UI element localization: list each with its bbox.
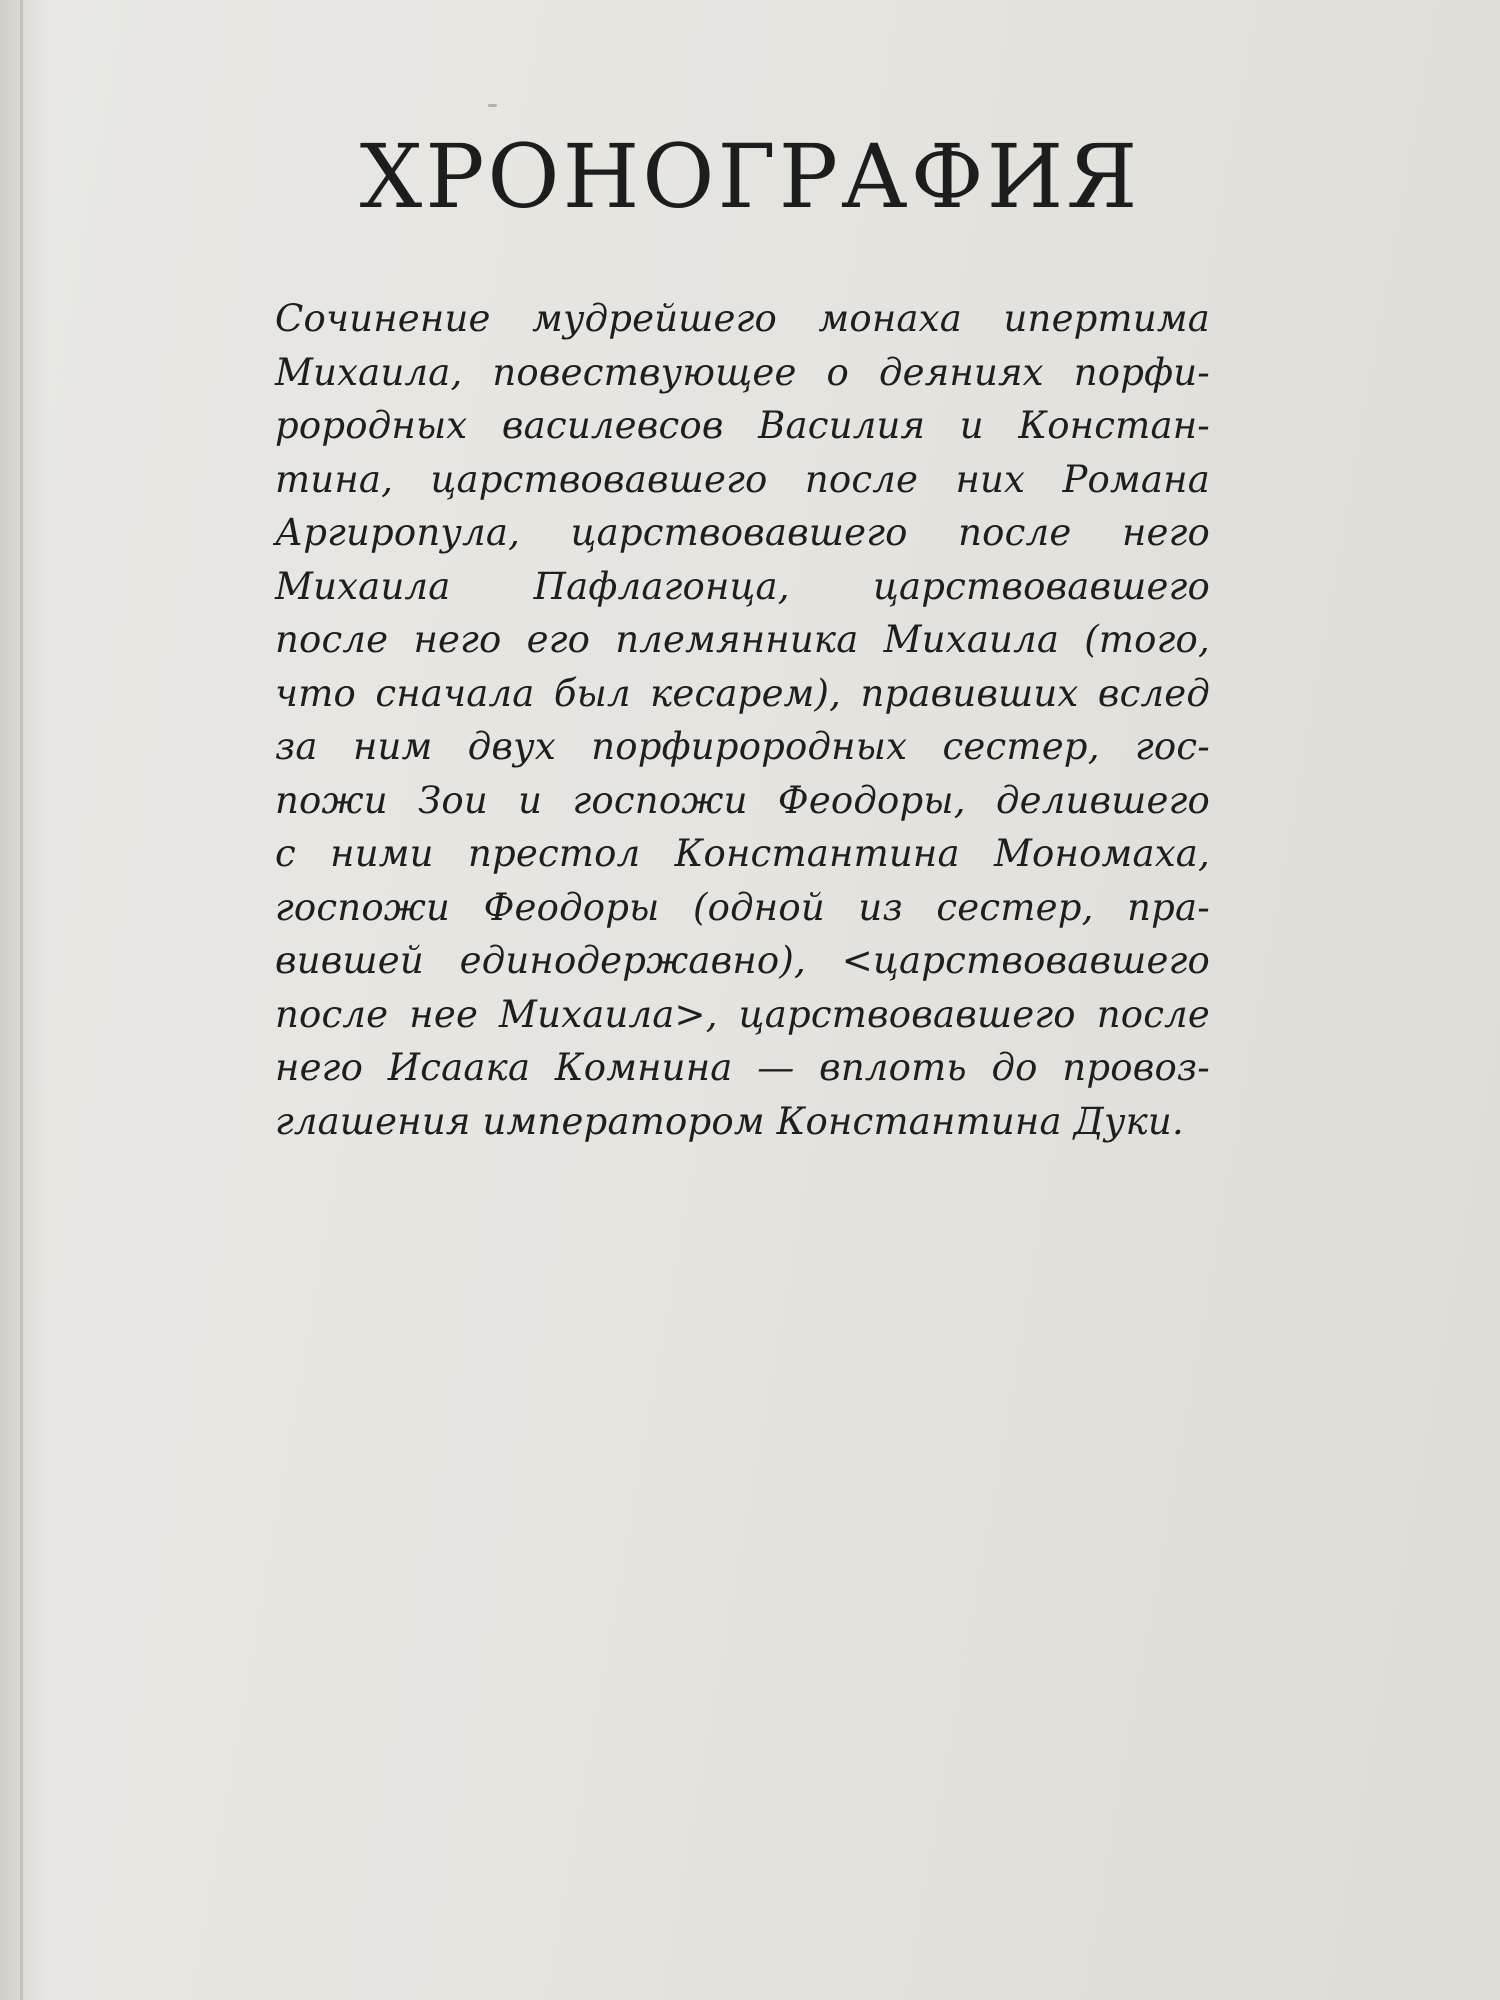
paragraph-line: рородных василевсов Василия и Констан- <box>275 404 1210 447</box>
paragraph-line: пожи Зои и госпожи Феодоры, делившего <box>275 778 1210 822</box>
paragraph-line: за ним двух порфирородных сестер, гос- <box>275 725 1210 768</box>
paragraph-line: с ними престол Константина Мономаха, <box>275 832 1210 875</box>
paragraph-line: тина, царствовавшего после них Романа <box>275 457 1210 501</box>
paragraph-line: вившей единодержавно), <царствовавшего <box>275 939 1210 982</box>
paragraph-line: что сначала был кесарем), правивших вслед <box>275 671 1210 715</box>
paragraph-line: госпожи Феодоры (одной из сестер, пра- <box>275 885 1210 929</box>
paper-speck <box>488 104 497 107</box>
title-description-paragraph <box>275 292 1210 1148</box>
paragraph-line: Михаила, повествующее о деяниях порфи- <box>275 350 1210 394</box>
gutter-edge-line <box>20 0 23 2000</box>
paragraph-line: него Исаака Комнина — вплоть до провоз- <box>275 1046 1210 1089</box>
paragraph-line: Сочинение мудрейшего монаха ипертима <box>275 297 1210 340</box>
page-title: ХРОНОГРАФИЯ <box>359 125 1141 228</box>
book-gutter <box>0 0 46 2000</box>
paragraph-line: после него его племянника Михаила (того, <box>275 618 1210 661</box>
paragraph-line: Михаила Пафлагонца, царствовавшего <box>275 564 1210 608</box>
paragraph-line: после нее Михаила>, царствовавшего после <box>275 992 1210 1036</box>
paragraph-line: глашения императором Константина Дуки. <box>275 1099 1184 1143</box>
paragraph-line: Аргиропула, царствовавшего после него <box>275 511 1210 554</box>
